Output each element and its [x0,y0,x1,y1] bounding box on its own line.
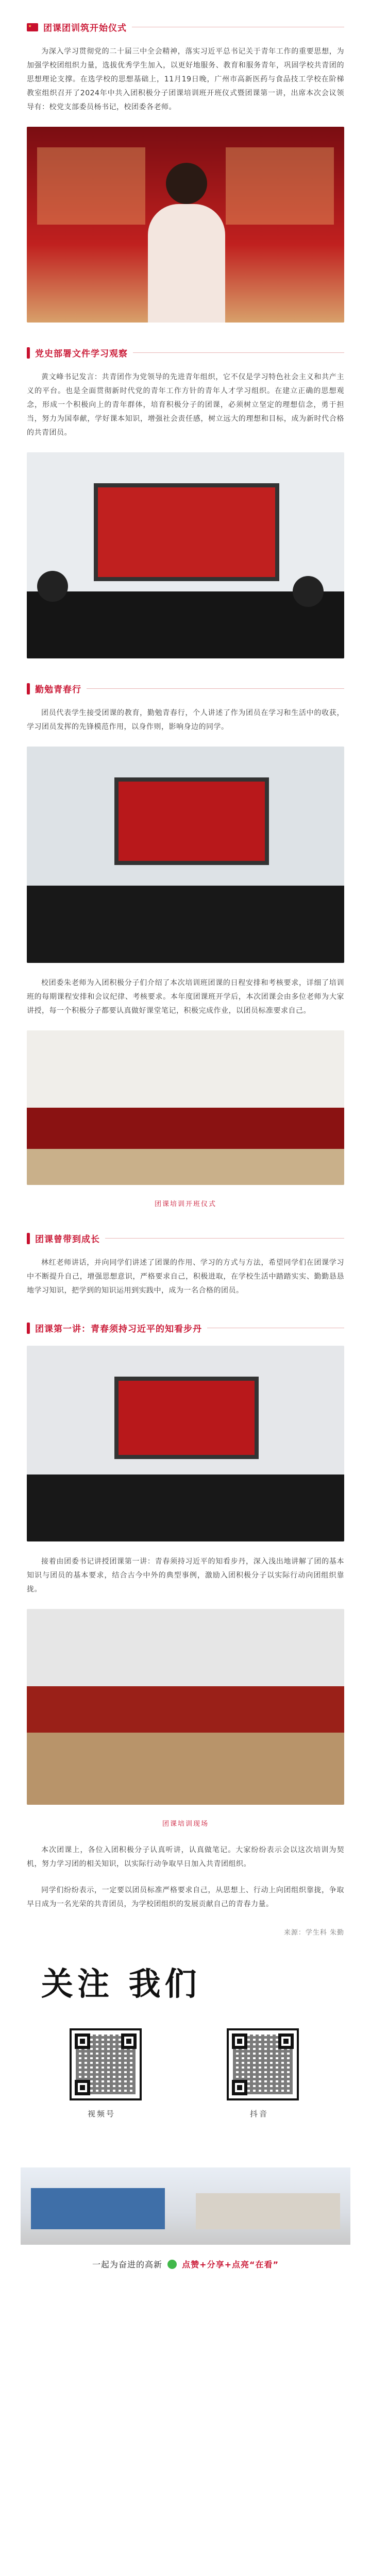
divider [133,352,344,353]
section-title: 勤勉青春行 [35,685,81,695]
article [0,21,371,1937]
section-header-5 [27,1321,344,1334]
paragraph: 团员代表学生接受团课的教育，勤勉青春行，个人讲述了作为团员在学习和生活中的收获，学习团员发挥的先锋模范作用，以身作则，影响身边的同学。 [27,709,344,731]
caption: 团课培训开班仪式 [154,1200,216,1208]
photo-host [27,127,344,323]
section-header-4 [27,1232,344,1245]
slogan-actions[interactable]: 点赞+分享+点亮“在看” [182,2260,279,2269]
divider [105,1238,344,1239]
qr-code-video[interactable] [70,2028,142,2100]
flag-icon [27,23,38,31]
section-title: 党史部署文件学习观察 [35,349,128,359]
paragraph: 林红老师讲话，并向同学们讲述了团课的作用、学习的方式与方法，希望同学们在团课学习中不断提升自己，增强思想意识，严格要求自己，积极进取，在学校生活中踏踏实实、勤勤恳恳地学习知识，把学到的知识运用到实践中，成为一名合格的团员。 [27,1259,344,1295]
qr-code-douyin[interactable] [227,2028,299,2100]
qr-label: 视频号 [88,2109,116,2119]
paragraph: 同学们纷纷表示，一定要以团员标准严格要求自己，从思想上、行动上向团组织靠拢，争取早日成为一名光荣的共青团员，为学校团组织的发展贡献自己的青春力量。 [27,1886,344,1908]
bar-icon [27,347,30,359]
section-title: 团课第一讲：青春须持习近平的知看步丹 [35,1324,202,1334]
paragraph: 校团委朱老师为入团积极分子们介绍了本次培训班团课的日程安排和考核要求，详细了培训班的每期课程安排和会议纪律、考核要求。本年度团课班开学后，本次团课会由多位老师为大家讲授，每一个积极分子都要认真做好课堂笔记，积极完成作业，以团员标准要求自己。 [27,979,344,1015]
bar-icon [27,683,30,694]
follow-us-card [21,1951,350,2157]
green-dot-icon [167,2260,177,2269]
slogan-prefix: 一起为奋进的高新 [92,2260,162,2269]
photo-group [27,1030,344,1185]
paragraph: 为深入学习贯彻党的二十届三中全会精神，落实习近平总书记关于青年工作的重要思想，为加强学校团组织力量，选拔优秀学生加入，以更好地服务、教育和服务青年，巩固学校共青团的思想理论支撑。在选学校的思想基础上，11月19日晚，广州市高新医药与食品技工学校在阶梯教室组织召开了2024年中共入团积极分子团课培训班开班仪式暨团课第一讲，出席本次会议领导有：校党支部委员杨书记，校团委各老师。 [27,47,344,111]
photo-auditorium [27,1609,344,1805]
caption: 团课培训现场 [162,1820,209,1828]
bar-icon [27,1323,30,1334]
campus-banner [21,2167,350,2245]
section-title: 团课团训筑开始仪式 [43,23,127,33]
paragraph: 黄文峰书记发言：共青团作为党领导的先进青年组织，它不仅是学习特色社会主义和共产主义的平台。也是全面贯彻新时代党的青年工作方针的青年人才学习组织。在建立正确的思想观念，形成一个积极向上的青年群体，培育积极分子的团课，必须树立坚定的理想信念，勇于担当，努力为国奉献，学好课本知识，增强社会责任感，树立远大的理想和目标，成为新时代合格的共青团员。 [27,373,344,437]
photo-classroom-2 [27,747,344,963]
photo-lecture [27,1346,344,1541]
divider [87,688,344,689]
photo-classroom-1 [27,452,344,658]
cta-slogan [0,2258,371,2270]
section-title: 团课曾带到成长 [35,1234,100,1245]
follow-title: 关注 我们 [41,1965,201,2003]
section-header-1 [27,21,344,33]
bar-icon [27,1233,30,1244]
paragraph: 接着由团委书记讲授团课第一讲：青春须持习近平的知看步丹，深入浅出地讲解了团的基本知识与团员的基本要求，结合古今中外的典型事例，激励入团积极分子以实际行动向团组织靠拢。 [27,1557,344,1594]
qr-label: 抖音 [250,2109,269,2119]
paragraph: 本次团课上，各位入团积极分子认真听讲，认真做笔记。大家纷纷表示会以这次培训为契机，努力学习团的相关知识，以实际行动争取早日加入共青团组织。 [27,1846,344,1868]
source-credit: 来源：学生科 朱勤 [283,1929,344,1937]
section-header-3 [27,682,344,695]
section-header-2 [27,346,344,359]
